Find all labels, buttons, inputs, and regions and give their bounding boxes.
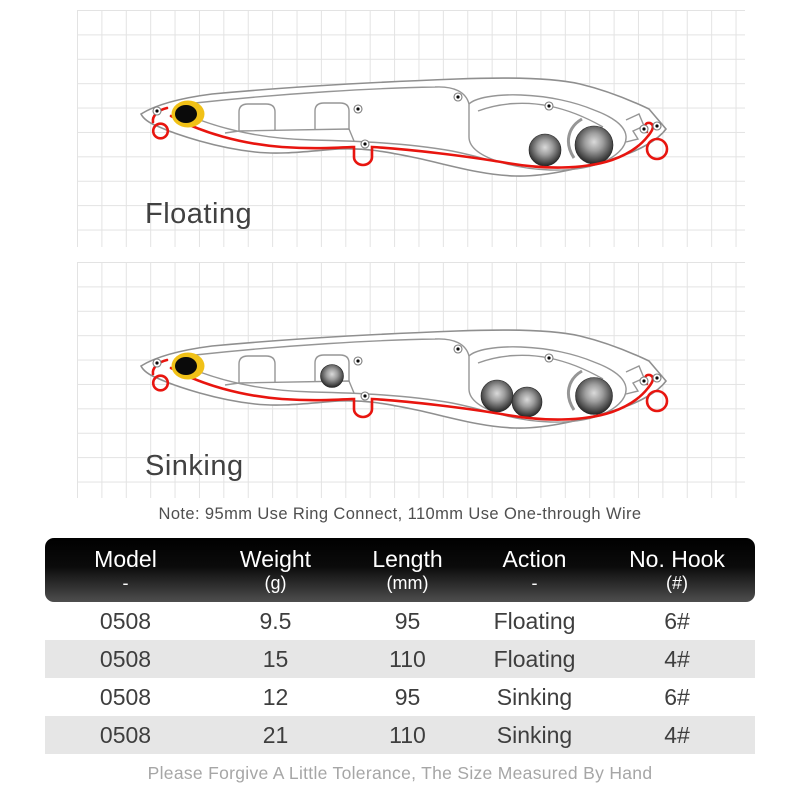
col-header-model: Model - — [94, 545, 157, 594]
cell-length: 110 — [389, 721, 426, 748]
cell-hook: 4# — [664, 645, 690, 672]
cell-model: 0508 — [99, 683, 152, 710]
cell-hook: 6# — [664, 683, 690, 710]
col-header-hook: No. Hook (#) — [629, 545, 725, 594]
cell-action: Floating — [493, 607, 576, 634]
cell-model: 0508 — [99, 607, 152, 634]
sinking-label: Sinking — [145, 450, 244, 482]
col-header-weight: Weight (g) — [239, 545, 312, 594]
floating-diagram-panel — [77, 10, 745, 247]
table-row — [45, 678, 755, 716]
cell-action: Floating — [493, 645, 576, 672]
cell-model: 0508 — [99, 721, 152, 748]
col-header-action: Action - — [502, 545, 567, 594]
cell-weight: 21 — [262, 721, 289, 748]
cell-length: 95 — [394, 607, 421, 634]
floating-label: Floating — [145, 198, 253, 230]
cell-hook: 4# — [664, 721, 690, 748]
cell-action: Sinking — [496, 683, 573, 710]
table-row — [45, 716, 755, 754]
lure-eye — [172, 353, 205, 380]
cell-weight: 9.5 — [259, 607, 292, 634]
cell-model: 0508 — [99, 645, 152, 672]
cell-hook: 6# — [664, 607, 690, 634]
cell-weight: 15 — [262, 645, 289, 672]
table-header — [45, 538, 755, 602]
col-header-length: Length (mm) — [372, 545, 443, 594]
note-text: Note: 95mm Use Ring Connect, 110mm Use One-through Wire — [158, 505, 642, 523]
table-row — [45, 640, 755, 678]
cell-action: Sinking — [496, 721, 573, 748]
cell-length: 95 — [394, 683, 421, 710]
cell-length: 110 — [389, 645, 426, 672]
table-row — [45, 602, 755, 640]
footer-note: Please Forgive A Little Tolerance, The Size Measured By Hand — [147, 763, 653, 783]
cell-weight: 12 — [262, 683, 289, 710]
lure-eye — [172, 101, 205, 128]
tail-hook-ring — [647, 391, 667, 411]
tail-hook-ring — [647, 139, 667, 159]
sinking-diagram-panel — [77, 262, 745, 498]
spec-table — [45, 538, 755, 754]
